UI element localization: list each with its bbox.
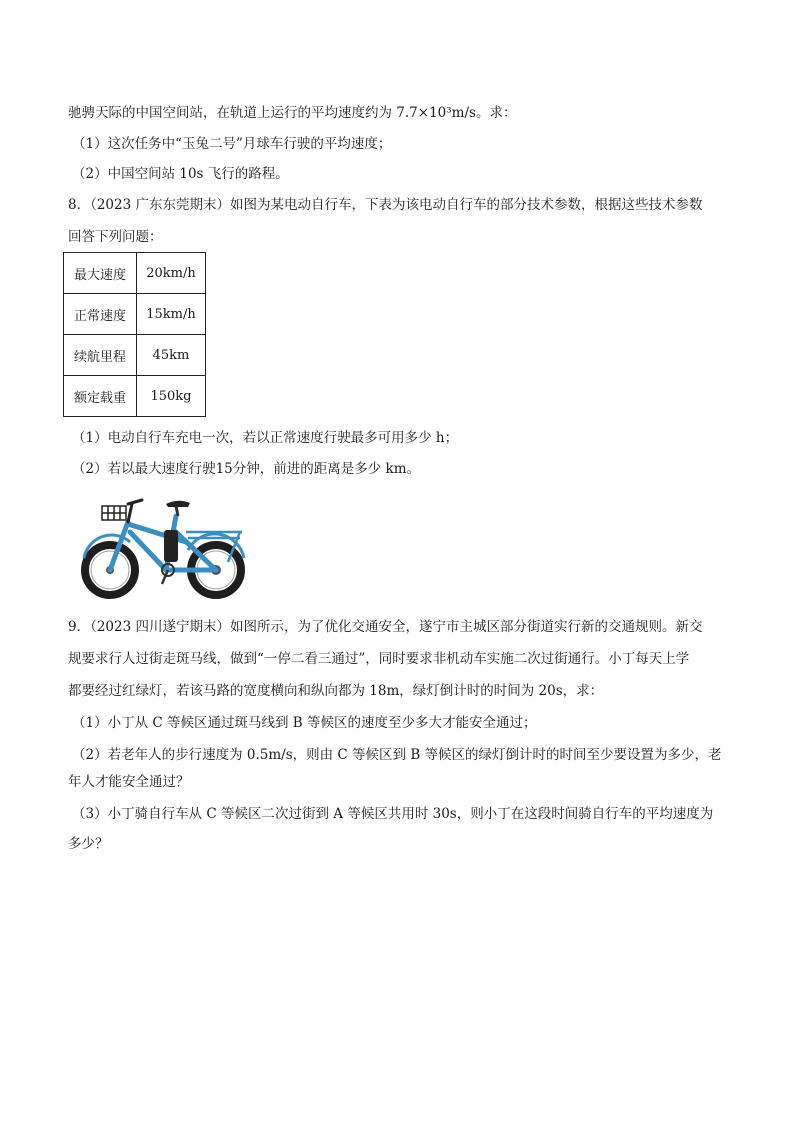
table-row (64, 335, 206, 376)
table-row (64, 294, 206, 335)
spec-value: 150kg (137, 376, 206, 417)
bike-frame (110, 516, 216, 570)
handlebar (128, 500, 142, 522)
q9-stem-line1: 9．（2023 四川遂宁期末）如图所示，为了优化交通安全，遂宁市主城区部分街道实行新的交通规则。新交 (68, 619, 703, 635)
spec-key: 最大速度 (64, 253, 137, 294)
spec-key: 正常速度 (64, 294, 137, 335)
q8-stem-line1: 8．（2023 广东东莞期末）如图为某电动自行车，下表为该电动自行车的部分技术参数，根据这些技术参数 (68, 197, 703, 213)
spec-value: 15km/h (137, 294, 206, 335)
table-row (64, 376, 206, 417)
spec-key: 额定载重 (64, 376, 137, 417)
q8-stem-line2: 回答下列问题： (68, 229, 163, 245)
electric-bike-image (78, 492, 248, 600)
q7-sub2: （2）中国空间站 10s 飞行的路程。 (72, 166, 289, 182)
q9-sub2-line2: 年人才能安全通过？ (68, 774, 190, 790)
spec-table (63, 252, 206, 417)
front-basket (102, 506, 126, 520)
spec-value: 20km/h (137, 253, 206, 294)
q7-sub1: （1）这次任务中“玉兔二号”月球车行驶的平均速度； (72, 136, 392, 152)
q9-sub3-line1: （3）小丁骑自行车从 C 等候区二次过街到 A 等候区共用时 30s，则小丁在这段时间骑自行车的平均速度为 (72, 806, 714, 822)
table-row (64, 253, 206, 294)
spec-value: 45km (137, 335, 206, 376)
spec-key: 续航里程 (64, 335, 137, 376)
battery (164, 530, 178, 562)
q9-sub3-line2: 多少？ (68, 836, 109, 852)
q9-sub1: （1）小丁从 C 等候区通过斑马线到 B 等候区的速度至少多大才能安全通过； (72, 715, 537, 731)
q8-sub1: （1）电动自行车充电一次，若以正常速度行驶最多可用多少 h； (72, 430, 459, 446)
intro-line: 驰骋天际的中国空间站，在轨道上运行的平均速度约为 7.7×10³m/s。求： (68, 105, 517, 121)
q9-sub2-line1: （2）若老年人的步行速度为 0.5m/s，则由 C 等候区到 B 等候区的绿灯倒计时的时间至少要设置为多少，老 (72, 747, 722, 763)
q8-sub2: （2）若以最大速度行驶15分钟，前进的距离是多少 km。 (72, 461, 421, 477)
q9-stem-line2: 规要求行人过街走斑马线，做到“一停二看三通过”，同时要求非机动车实施二次过街通行。小丁每天上学 (68, 651, 690, 667)
seat (166, 501, 190, 516)
q9-stem-line3: 都要经过红绿灯，若该马路的宽度横向和纵向都为 18m，绿灯倒计时的时间为 20s，求： (68, 683, 604, 699)
